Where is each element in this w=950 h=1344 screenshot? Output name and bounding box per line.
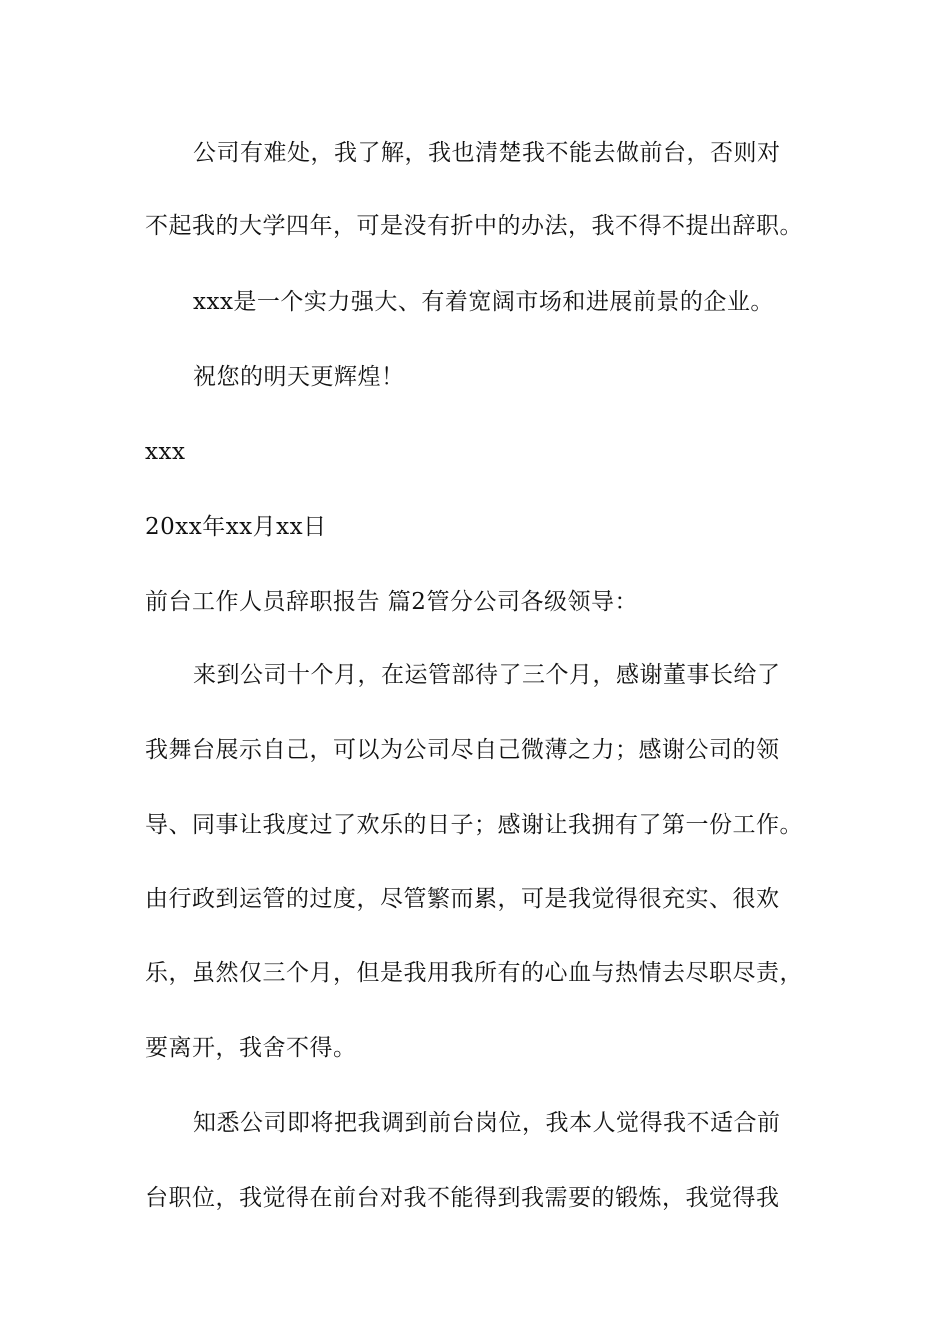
paragraph-line: 导、同事让我度过了欢乐的日子；感谢让我拥有了第一份工作。 — [145, 812, 803, 838]
paragraph-line: 公司有难处，我了解，我也清楚我不能去做前台，否则对 — [193, 140, 781, 166]
paragraph-line: 要离开，我舍不得。 — [145, 1035, 357, 1061]
paragraph-line: 我舞台展示自己，可以为公司尽自己微薄之力；感谢公司的领 — [145, 737, 780, 763]
paragraph-line: 知悉公司即将把我调到前台岗位，我本人觉得我不适合前 — [193, 1110, 781, 1136]
paragraph-line: 台职位，我觉得在前台对我不能得到我需要的锻炼，我觉得我 — [145, 1185, 780, 1211]
paragraph-line: 由行政到运管的过度，尽管繁而累，可是我觉得很充实、很欢 — [145, 886, 780, 912]
signature-date: 20xx年xx月xx日 — [145, 514, 327, 540]
signature-name: xxx — [145, 439, 186, 465]
paragraph-line: xxx是一个实力强大、有着宽阔市场和进展前景的企业。 — [193, 289, 774, 315]
paragraph-line: 不起我的大学四年，可是没有折中的办法，我不得不提出辞职。 — [145, 213, 803, 239]
paragraph-line: 乐，虽然仅三个月，但是我用我所有的心血与热情去尽职尽责， — [145, 960, 803, 986]
closing-wish: 祝您的明天更辉煌！ — [193, 364, 405, 390]
section-heading: 前台工作人员辞职报告 篇2管分公司各级领导： — [145, 589, 638, 615]
paragraph-line: 来到公司十个月，在运管部待了三个月，感谢董事长给了 — [193, 662, 781, 688]
